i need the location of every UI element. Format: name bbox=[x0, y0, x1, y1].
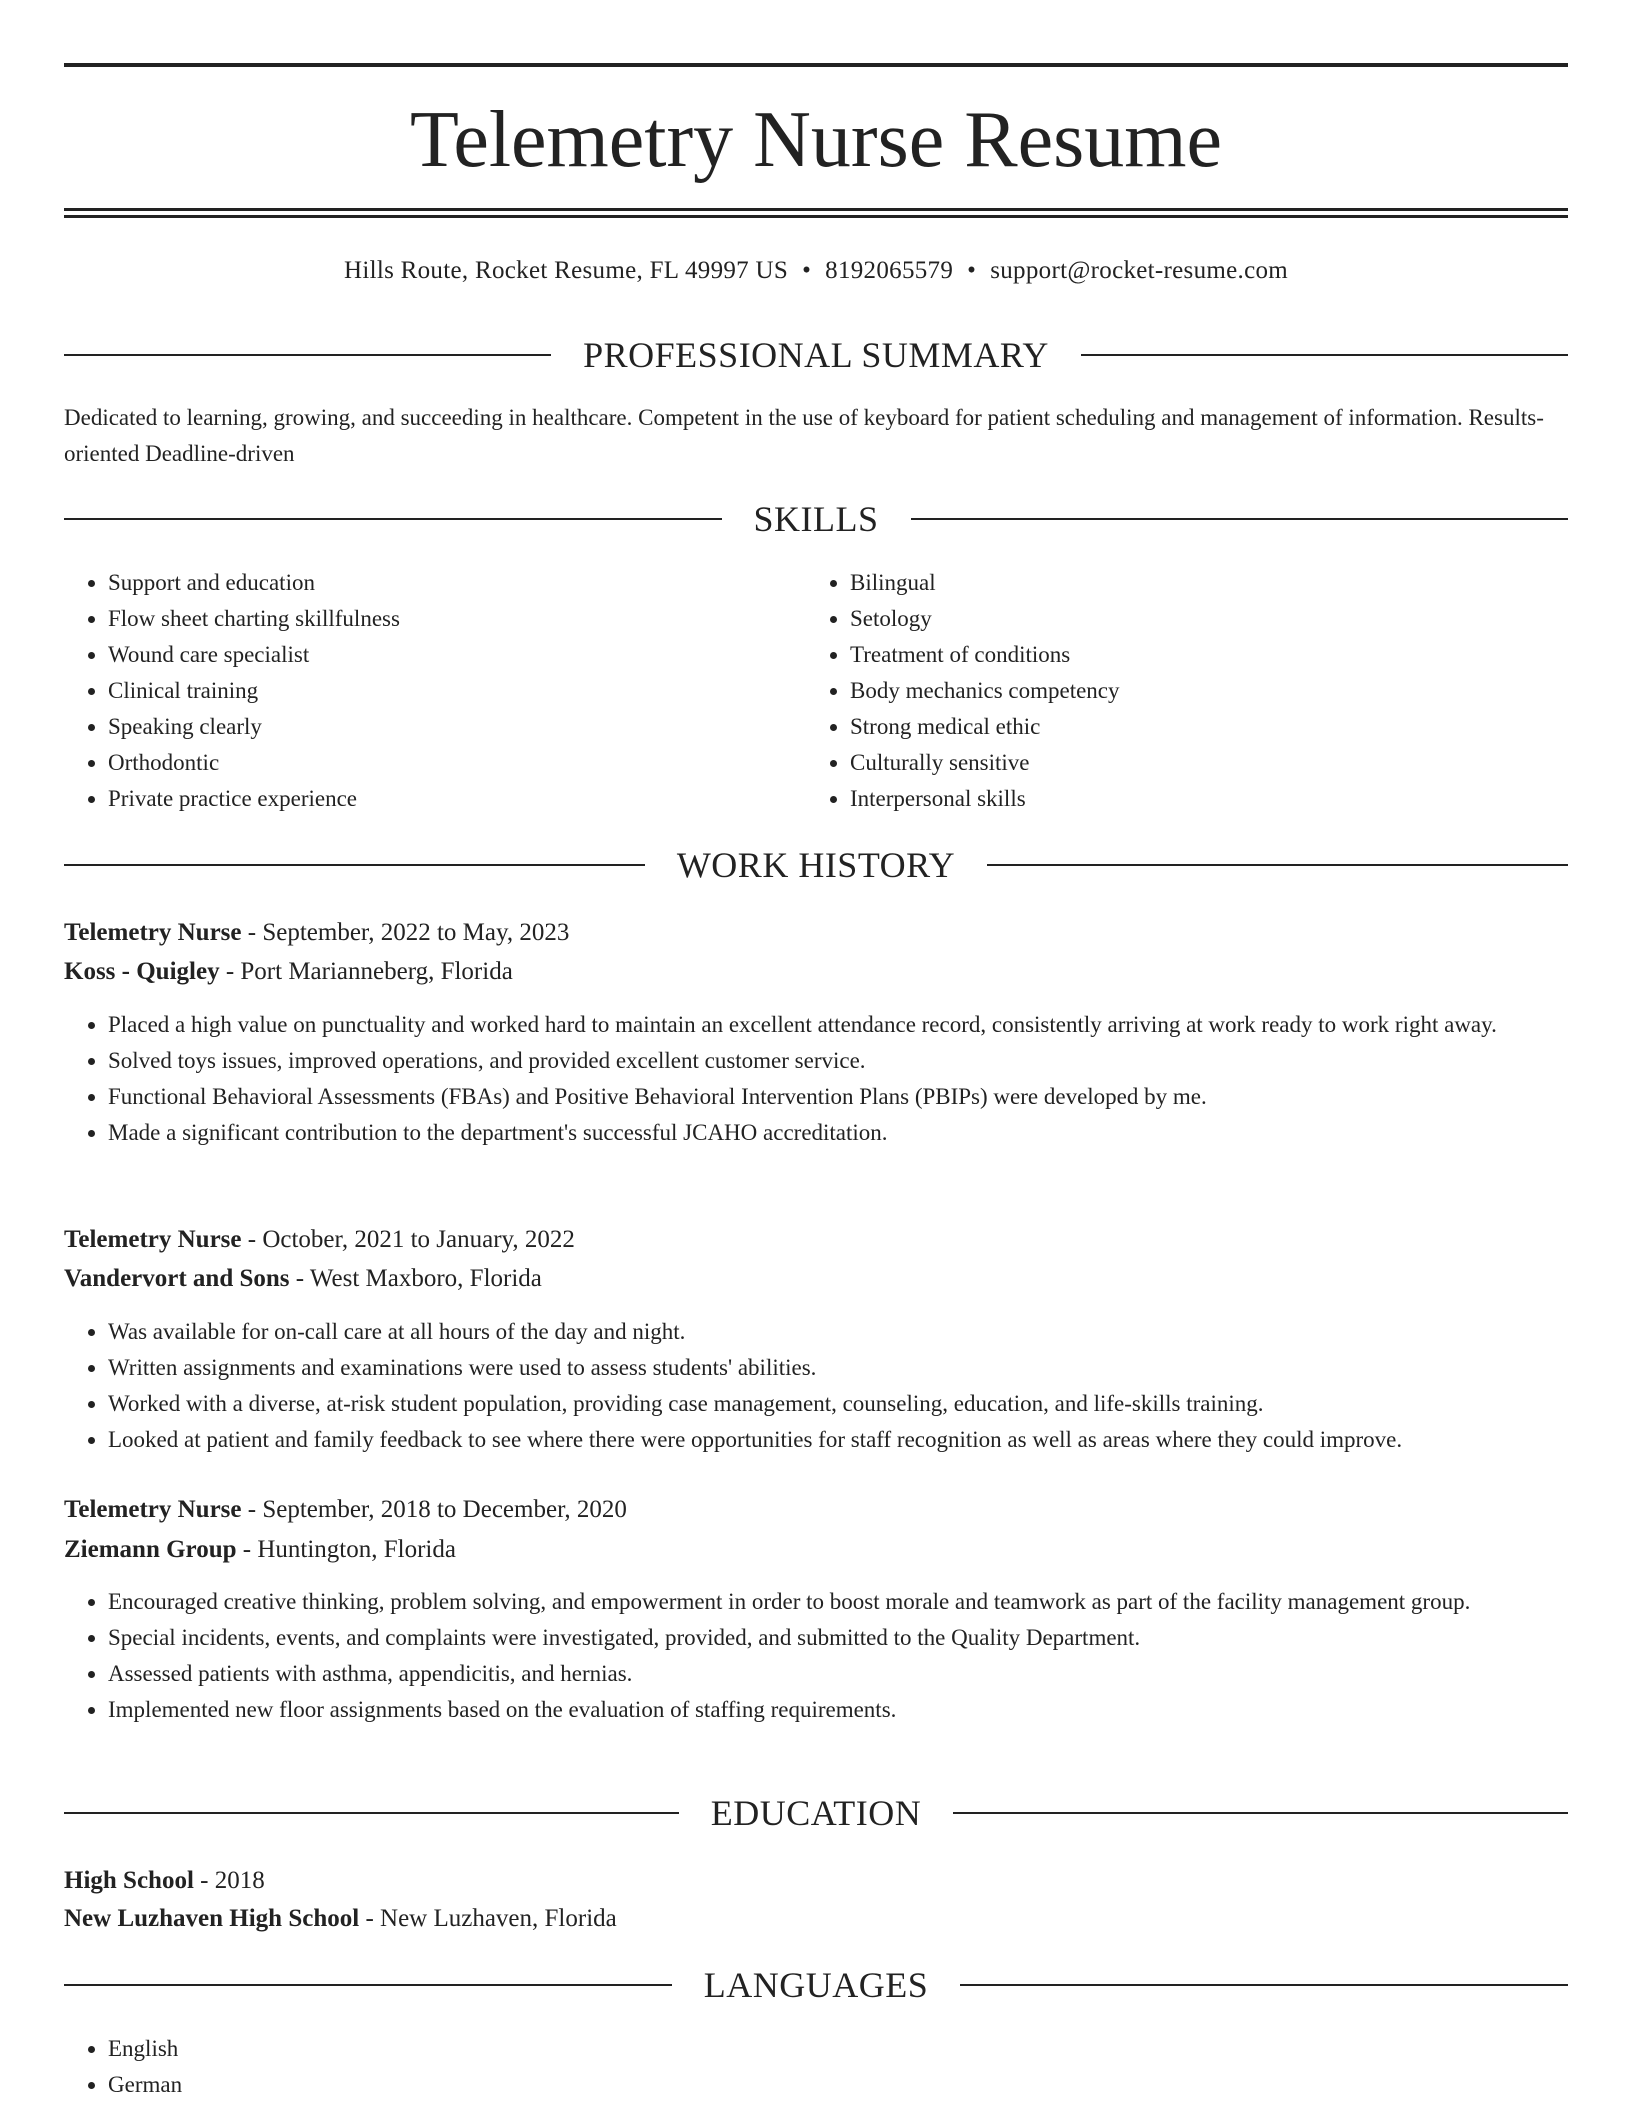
education-school-line bbox=[64, 1900, 1568, 1938]
duty-item: • Assessed patients with asthma, appendicitis, and hernias. bbox=[108, 1656, 1568, 1692]
job-company: Vandervort and Sons bbox=[64, 1265, 290, 1292]
job-location: - Port Marianneberg, Florida bbox=[219, 958, 513, 985]
duty-item: • Looked at patient and family feedback to see where there were opportunities for staff recognition as well as areas where they could improve. bbox=[108, 1422, 1568, 1458]
job-dates: - September, 2018 to December, 2020 bbox=[241, 1496, 627, 1523]
section-heading-languages bbox=[64, 1963, 1568, 2007]
duty-item: • Implemented new floor assignments based on the evaluation of staffing requirements. bbox=[108, 1692, 1568, 1728]
skill-item: • Speaking clearly bbox=[108, 709, 764, 745]
duty-item: • Was available for on-call care at all hours of the day and night. bbox=[108, 1314, 1568, 1350]
skill-item: • Support and education bbox=[108, 565, 764, 601]
skill-item: • Flow sheet charting skillfulness bbox=[108, 601, 764, 637]
section-heading-work bbox=[64, 843, 1568, 887]
education-year: - 2018 bbox=[193, 1867, 265, 1894]
contact-phone: 8192065579 bbox=[825, 257, 954, 284]
job-location: - Huntington, Florida bbox=[236, 1536, 456, 1563]
heading-rule bbox=[64, 518, 722, 520]
duty-item: • Made a significant contribution to the department's successful JCAHO accreditation. bbox=[108, 1115, 1568, 1151]
title-double-rule bbox=[64, 208, 1568, 218]
heading-rule bbox=[64, 1984, 672, 1986]
section-title: SKILLS bbox=[753, 499, 879, 539]
section-heading-skills bbox=[64, 497, 1568, 541]
job-title-line bbox=[64, 1221, 1568, 1259]
skill-item: • Interpersonal skills bbox=[850, 781, 1506, 817]
job-company-line bbox=[64, 1260, 1568, 1298]
job-company-line bbox=[64, 953, 1568, 991]
duty-item: • Worked with a diverse, at-risk student population, providing case management, counseling, education, and life-skills training. bbox=[108, 1386, 1568, 1422]
skill-item: • Treatment of conditions bbox=[850, 637, 1506, 673]
contact-separator: • bbox=[802, 257, 812, 284]
skill-item: • Setology bbox=[850, 601, 1506, 637]
section-heading-summary bbox=[64, 333, 1568, 377]
job-dates: - October, 2021 to January, 2022 bbox=[241, 1226, 575, 1253]
languages-list bbox=[64, 2031, 182, 2103]
duty-item: • Special incidents, events, and complaints were investigated, provided, and submitted to the Quality Department. bbox=[108, 1620, 1568, 1656]
language-item: • German bbox=[108, 2067, 182, 2103]
job-title: Telemetry Nurse bbox=[64, 1226, 242, 1253]
job-company-line bbox=[64, 1531, 1568, 1569]
job-title: Telemetry Nurse bbox=[64, 1496, 242, 1523]
heading-rule bbox=[64, 864, 645, 866]
job-duties bbox=[64, 1584, 1568, 1728]
job-duties bbox=[64, 1314, 1568, 1458]
job-title-line bbox=[64, 914, 1568, 952]
heading-rule bbox=[960, 1984, 1568, 1986]
duty-item: • Encouraged creative thinking, problem solving, and empowerment in order to boost morale and teamwork as part of the facility management group. bbox=[108, 1584, 1568, 1620]
section-title: PROFESSIONAL SUMMARY bbox=[583, 335, 1049, 375]
education-degree-line bbox=[64, 1862, 1568, 1900]
skill-item: • Culturally sensitive bbox=[850, 745, 1506, 781]
language-item: • English bbox=[108, 2031, 182, 2067]
education-location: - New Luzhaven, Florida bbox=[359, 1905, 617, 1932]
heading-rule bbox=[1081, 354, 1568, 356]
skill-item: • Strong medical ethic bbox=[850, 709, 1506, 745]
heading-rule bbox=[953, 1812, 1568, 1814]
heading-rule bbox=[64, 354, 551, 356]
skill-item: • Body mechanics competency bbox=[850, 673, 1506, 709]
job-company: Koss - Quigley bbox=[64, 958, 220, 985]
skill-item: • Private practice experience bbox=[108, 781, 764, 817]
summary-text: Dedicated to learning, growing, and succeeding in healthcare. Competent in the use of keyboard for patient scheduling and management of information. Results-oriented Deadline-driven bbox=[64, 405, 1544, 466]
skill-item: • Bilingual bbox=[850, 565, 1506, 601]
skill-item: • Wound care specialist bbox=[108, 637, 764, 673]
duty-item: • Placed a high value on punctuality and worked hard to maintain an excellent attendance record, consistently arriving at work ready to work right away. bbox=[108, 1007, 1568, 1043]
job-duties bbox=[64, 1007, 1568, 1151]
heading-rule bbox=[911, 518, 1569, 520]
job-company: Ziemann Group bbox=[64, 1536, 237, 1563]
job-title: Telemetry Nurse bbox=[64, 919, 242, 946]
heading-rule bbox=[64, 1812, 679, 1814]
duty-item: • Functional Behavioral Assessments (FBAs) and Positive Behavioral Intervention Plans (PBIPs) were developed by me. bbox=[108, 1079, 1568, 1115]
section-title: WORK HISTORY bbox=[676, 845, 956, 885]
skills-column-left bbox=[64, 565, 764, 817]
contact-separator: • bbox=[967, 257, 977, 284]
contact-line bbox=[64, 253, 1568, 289]
skill-item: • Clinical training bbox=[108, 673, 764, 709]
job-title-line bbox=[64, 1491, 1568, 1529]
job-location: - West Maxboro, Florida bbox=[289, 1265, 542, 1292]
top-rule bbox=[64, 63, 1568, 67]
job-dates: - September, 2022 to May, 2023 bbox=[241, 919, 570, 946]
skills-column-right bbox=[806, 565, 1506, 817]
heading-rule bbox=[987, 864, 1568, 866]
duty-item: • Solved toys issues, improved operations, and provided excellent customer service. bbox=[108, 1043, 1568, 1079]
section-title: EDUCATION bbox=[710, 1793, 922, 1833]
section-heading-education bbox=[64, 1791, 1568, 1835]
duty-item: • Written assignments and examinations were used to assess students' abilities. bbox=[108, 1350, 1568, 1386]
section-title: LANGUAGES bbox=[703, 1965, 929, 2005]
skill-item: • Orthodontic bbox=[108, 745, 764, 781]
contact-email: support@rocket-resume.com bbox=[990, 257, 1289, 284]
contact-address: Hills Route, Rocket Resume, FL 49997 US bbox=[343, 257, 789, 284]
resume-title: Telemetry Nurse Resume bbox=[410, 96, 1222, 184]
education-degree: High School bbox=[64, 1867, 194, 1894]
education-school: New Luzhaven High School bbox=[64, 1905, 360, 1932]
